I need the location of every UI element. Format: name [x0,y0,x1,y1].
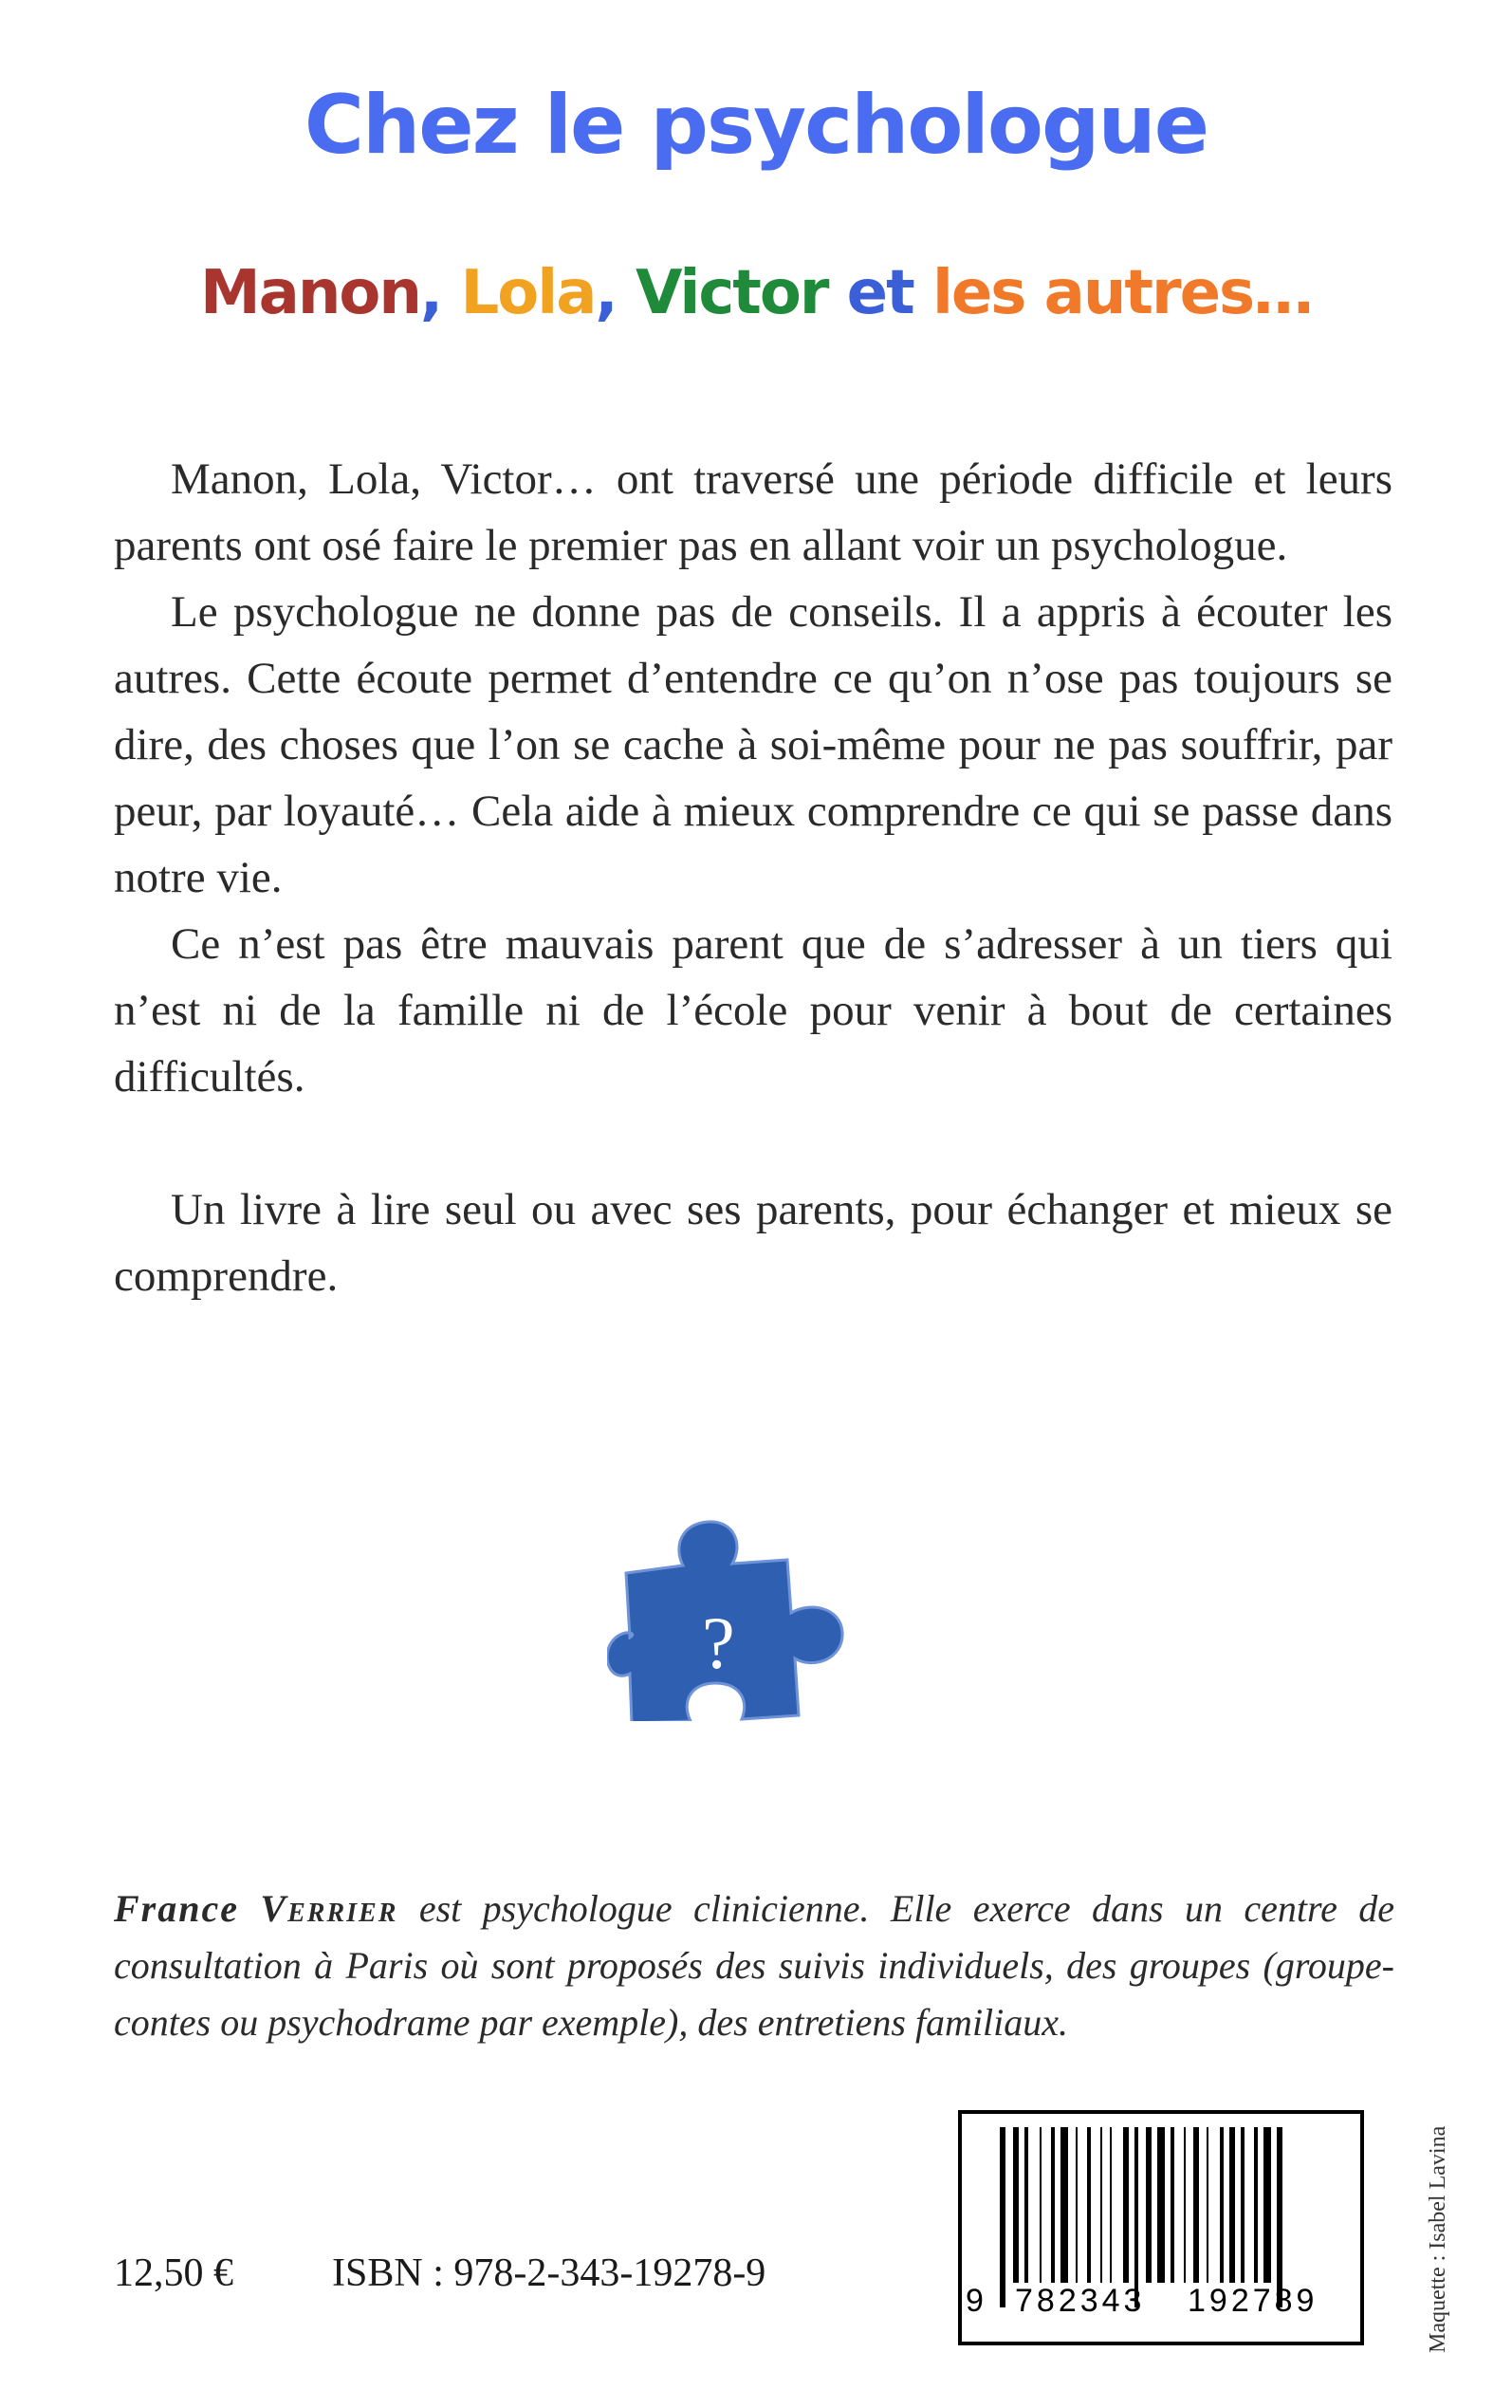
barcode-bar [1171,2127,1174,2283]
barcode-bar [1076,2127,1078,2283]
subtitle-part: , [419,258,461,328]
author-bio [114,1880,1394,2051]
barcode-bar [1157,2127,1165,2283]
subtitle-part: , [595,258,636,328]
price: 12,50 € [114,2251,233,2295]
barcode-bar [1263,2127,1271,2283]
book-title: Chez le psychologue [304,78,1208,173]
barcode-bar [1207,2127,1208,2283]
isbn: ISBN : 978-2-343-19278-9 [332,2251,766,2295]
barcode-digits [962,2283,1360,2330]
blurb-paragraph: Un livre à lire seul ou avec ses parents, pour échanger et mieux se comprendre. [114,1185,1392,1301]
barcode-bar [1254,2127,1258,2283]
subtitle-part: Manon [199,258,420,328]
barcode-bar [1013,2127,1019,2283]
barcode-bar [1024,2127,1028,2283]
barcode-bar [1184,2127,1186,2283]
puzzle-question-mark: ? [702,1602,735,1684]
barcode [958,2110,1364,2345]
barcode-bar [1000,2127,1005,2307]
subtitle-part: et [827,258,932,328]
book-subtitle [0,258,1512,328]
barcode-bar [1051,2127,1055,2283]
blurb-paragraph: Ce n’est pas être mauvais parent que de s’adresser à un tiers qui n’est ni de la famille ni de l’école pour venir à bout de certaines difficultés. [114,919,1392,1102]
barcode-bar [1123,2127,1129,2283]
blurb-paragraph: Le psychologue ne donne pas de conseils. Il a appris à écouter les autres. Cette écoute permet d’entendre ce qu’on n’ose pas toujours se dire, des choses que l’on se cache à soi-même pour ne pas souffrir, par peur, par loyauté… Cela aide à mieux comprendre ce qui se passe dans notre vie. [114,587,1392,902]
barcode-bar [1100,2127,1102,2283]
barcode-bar [1241,2127,1245,2283]
barcode-digits-right: 192789 [1188,2283,1318,2319]
barcode-bar [1220,2127,1224,2283]
subtitle-part: Lola [460,258,596,328]
design-credit: Maquette : Isabel Lavina [1426,2125,1450,2353]
subtitle-part: Victor [635,258,828,328]
barcode-bar [1110,2127,1112,2283]
barcode-digit-first: 9 [966,2283,984,2319]
barcode-bar [1040,2127,1042,2283]
puzzle-piece-icon [607,1507,854,1721]
barcode-bar [1134,2127,1138,2307]
barcode-bar [1060,2127,1068,2283]
barcode-bar [1087,2127,1091,2283]
barcode-digits-left: 782343 [1015,2283,1146,2319]
blurb-paragraph: Manon, Lola, Victor… ont traversé une période difficile et leurs parents ont osé faire le premier pas en allant voir un psychologue. [114,454,1392,570]
barcode-bar [1277,2127,1282,2307]
subtitle-part: les autres… [931,258,1313,328]
author-first-name: France [114,1887,239,1930]
barcode-bar [1193,2127,1199,2283]
author-bio-text: est psychologue clinicienne. Elle exerce dans un centre de consultation à Paris où sont proposés des suivis individuels, des groupes (groupe-contes ou psychodrame par exemple), des entretiens familiaux. [114,1887,1395,2044]
barcode-bar [1146,2127,1152,2283]
author-last-name: Verrier [260,1887,398,1930]
blurb [114,446,1392,1309]
barcode-bar [1229,2127,1235,2283]
